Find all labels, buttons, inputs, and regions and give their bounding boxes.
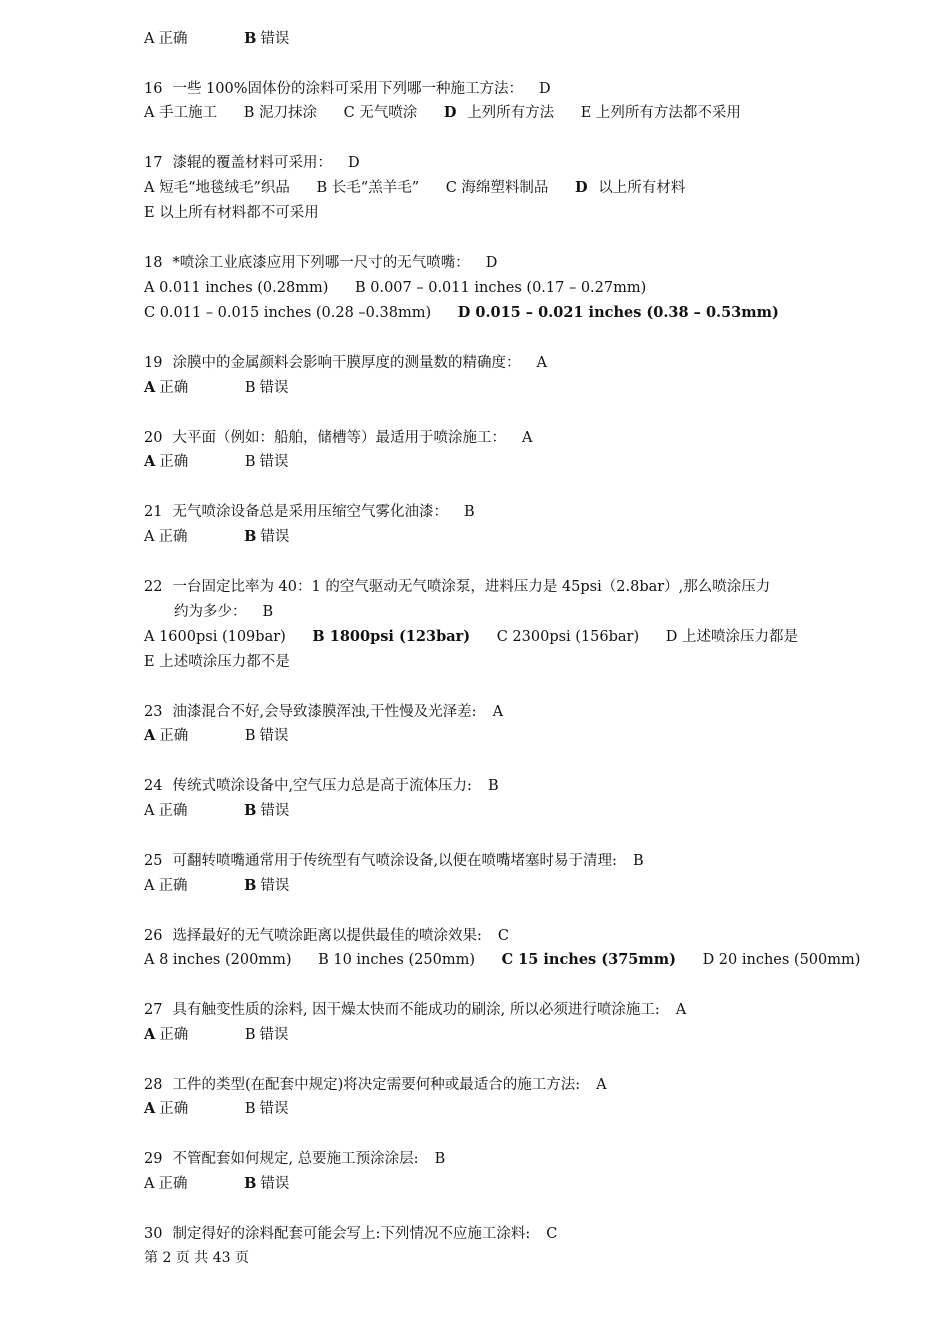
question-29-options: A 正确 B 错误 [144, 1175, 290, 1192]
question-20-options: A 正确 B 错误 [144, 453, 289, 470]
question-18-options-2: C 0.011 – 0.015 inches (0.28 –0.38mm) D 0.015 – 0.021 inches (0.38 – 0.53mm) [144, 304, 779, 321]
question-27-options: A 正确 B 错误 [144, 1026, 289, 1043]
question-22-options: A 1600psi (109bar) B 1800psi (123bar) C 2300psi (156bar) D 上述喷涂压力都是 [144, 628, 798, 645]
question-24: 24 传统式喷涂设备中,空气压力总是高于流体压力: B [144, 778, 499, 794]
page-footer: 第 2 页 共 43 页 [144, 1250, 249, 1266]
question-24-options: A 正确 B 错误 [144, 802, 290, 819]
question-20: 20 大平面（例如：船舶，储槽等）最适用于喷涂施工： A [144, 430, 533, 446]
question-29: 29 不管配套如何规定, 总要施工预涂涂层: B [144, 1151, 446, 1167]
question-19: 19 涂膜中的金属颜料会影响干膜厚度的测量数的精确度： A [144, 355, 547, 371]
question-22-cont: 约为多少： B [174, 604, 274, 620]
question-17-options: A 短毛“地毯绒毛”织品 B 长毛“羔羊毛” C 海绵塑料制品 D 以上所有材料 [144, 179, 686, 196]
question-21-options: A 正确 B 错误 [144, 528, 290, 545]
question-18-options: A 0.011 inches (0.28mm) B 0.007 – 0.011 inches (0.17 – 0.27mm) [144, 280, 647, 296]
question-28-options: A 正确 B 错误 [144, 1100, 289, 1117]
question-23: 23 油漆混合不好,会导致漆膜浑浊,干性慢及光泽差: A [144, 704, 504, 720]
question-30: 30 制定得好的涂料配套可能会写上:下列情况不应施工涂料: C [144, 1226, 558, 1242]
question-21: 21 无气喷涂设备总是采用压缩空气雾化油漆： B [144, 504, 475, 520]
question-28: 28 工件的类型(在配套中规定)将决定需要何种或最适合的施工方法: A [144, 1077, 607, 1093]
question-17: 17 漆辊的覆盖材料可采用： D [144, 155, 360, 171]
question-18: 18 *喷涂工业底漆应用下列哪一尺寸的无气喷嘴： D [144, 255, 498, 271]
question-16-options: A 手工施工 B 泥刀抹涂 C 无气喷涂 D 上列所有方法 E 上列所有方法都不采用 [144, 104, 741, 121]
question-16: 16 一些 100%固体份的涂料可采用下列哪一种施工方法： D [144, 81, 551, 97]
q15-options: A 正确 B 错误 [144, 30, 290, 47]
question-26-options: A 8 inches (200mm) B 10 inches (250mm) C 15 inches (375mm) D 20 inches (500mm) [144, 951, 861, 968]
question-19-options: A 正确 B 错误 [144, 379, 289, 396]
question-26: 26 选择最好的无气喷涂距离以提供最佳的喷涂效果: C [144, 928, 509, 944]
question-23-options: A 正确 B 错误 [144, 727, 289, 744]
question-22: 22 一台固定比率为 40：1 的空气驱动无气喷涂泵，进料压力是 45psi（2.8bar）,那么喷涂压力 [144, 579, 771, 595]
question-25: 25 可翻转喷嘴通常用于传统型有气喷涂设备,以便在喷嘴堵塞时易于清理: B [144, 853, 644, 869]
question-25-options: A 正确 B 错误 [144, 877, 290, 894]
question-22-options-2: E 上述喷涂压力都不是 [144, 654, 290, 670]
question-27: 27 具有触变性质的涂料, 因干燥太快而不能成功的刷涂, 所以必须进行喷涂施工: A [144, 1002, 687, 1018]
question-17-options-2: E 以上所有材料都不可采用 [144, 205, 319, 221]
